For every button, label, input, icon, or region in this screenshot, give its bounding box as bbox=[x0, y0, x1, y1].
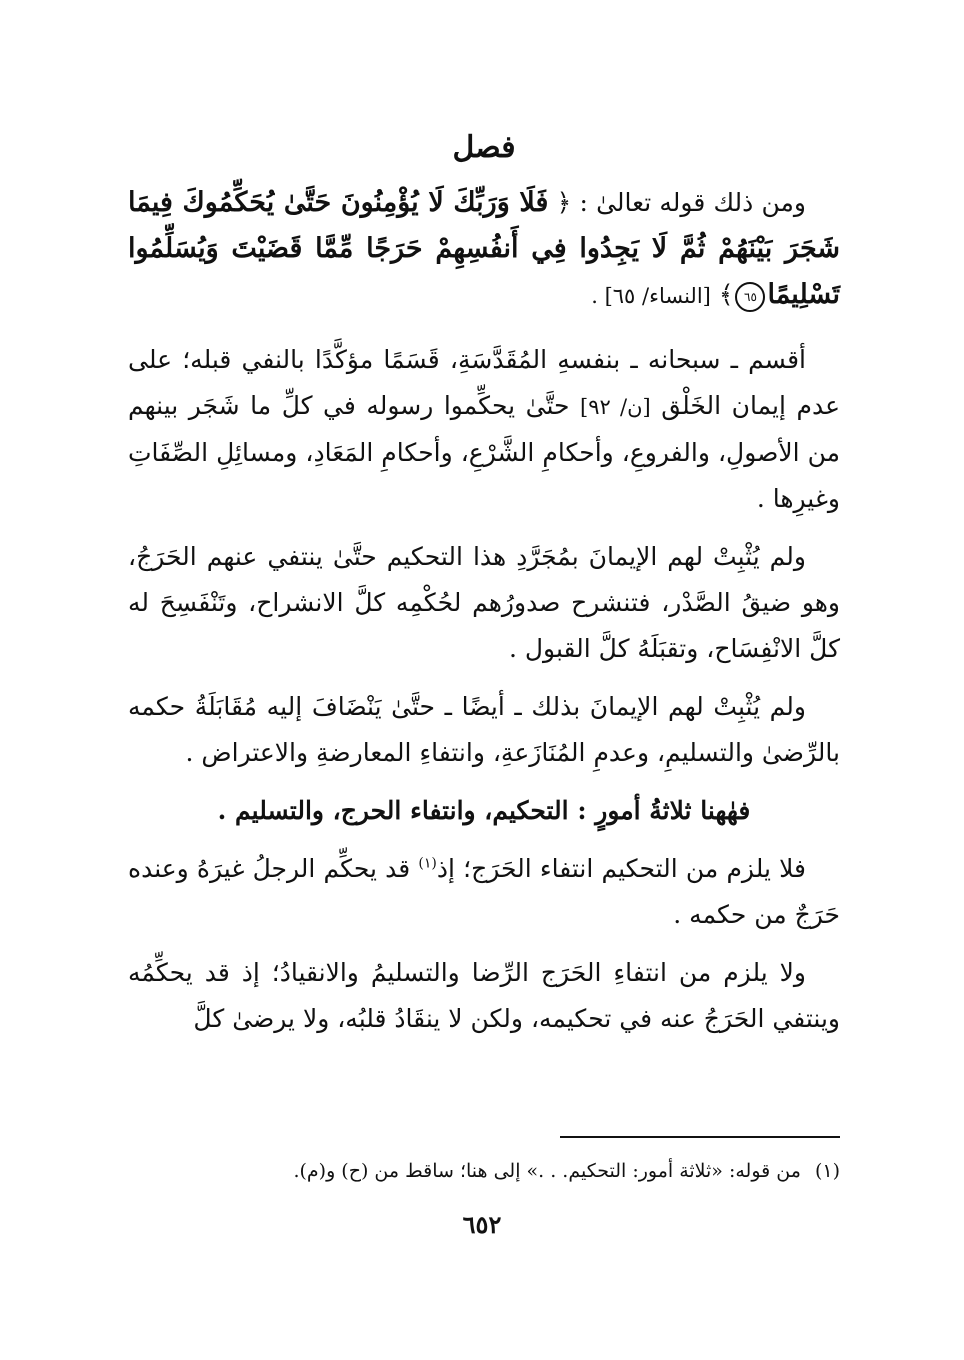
paragraph-taslim: ولم يُثْبِتْ لهم الإيمانَ بذلك ـ أيضًا ـ حتَّىٰ يَنْضَافَ إليه مُقَابَلَةُ حكمه بالرِّضىٰ والتسليمِ، وعدمِ المُنَازَعةِ، وانتفاءِ المعارضةِ والاعتراض . bbox=[128, 692, 840, 767]
quran-close-bracket: ﴾ bbox=[718, 280, 734, 309]
footnote-text: من قوله: «ثلاثة أمور: التحكيم. . .» إلى هنا؛ ساقط من (ح) و(م). bbox=[293, 1160, 801, 1182]
section-heading: فصل bbox=[452, 130, 516, 165]
page-number: ٦٥٢ bbox=[462, 1210, 502, 1239]
quran-intro: ومن ذلك قوله تعالىٰ : ﴿ bbox=[556, 188, 806, 217]
manuscript-reference: [ن/ ٩٢] bbox=[580, 395, 651, 419]
footnote bbox=[128, 1156, 840, 1186]
paragraph-quran-citation bbox=[128, 180, 840, 319]
paragraph-inqiyad: ولا يلزم من انتفاءِ الحَرَج الرِّضا والتسليمُ والانقيادُ؛ إذ قد يحكِّمُه وينتفي الحَرَجُ عنه في تحكيمه، ولكن لا ينقَادُ قلبُه، ولا يرضىٰ كلَّ bbox=[128, 958, 840, 1033]
quran-verse: فَلَا وَرَبِّكَ لَا يُؤْمِنُونَ حَتَّىٰ يُحَكِّمُوكَ فِيمَا شَجَرَ بَيْنَهُمْ ثُمَّ لَا يَجِدُوا فِي أَنفُسِهِمْ حَرَجًا مِّمَّا قَضَيْتَ وَيُسَلِّمُوا تَسْلِيمًا bbox=[128, 187, 840, 310]
paragraph-tahkim-text-a: فلا يلزم من التحكيم انتفاء الحَرَج؛ إذ bbox=[436, 854, 806, 883]
paragraph-tahkim-text-b: قد يحكِّم الرجلُ غيرَهُ وعنده حَرَجٌ من حكمه . bbox=[128, 854, 840, 929]
footnote-marker[interactable]: (١) bbox=[418, 855, 437, 872]
paragraph-oath bbox=[128, 337, 840, 522]
paragraph-haraj: ولم يُثْبِتْ لهم الإيمانَ بمُجَرَّدِ هذا التحكيم حتَّىٰ ينتفي عنهم الحَرَجُ، وهو ضيقُ الصَّدْر، فتنشرح صدورُهم لحُكْمِه كلَّ الانشراح، وتَنْفَسِحَ له كلَّ الانْفِسَاح، وتقبَلَهُ كلَّ القبول . bbox=[128, 542, 840, 663]
paragraph-tahkim-haraj bbox=[128, 846, 840, 938]
surah-reference: [النساء/ ٦٥] . bbox=[591, 284, 711, 308]
ayah-number-marker: ٦٥ bbox=[735, 282, 765, 312]
paragraph-oath-text-a: أقسم ـ سبحانه ـ بنفسهِ المُقَدَّسَةِ، قَسَمًا مؤكَّدًا بالنفي قبله؛ على عدم إيمان الخَلْق bbox=[128, 345, 841, 420]
page-body bbox=[128, 128, 841, 1182]
footnote-number: (١) bbox=[814, 1160, 840, 1182]
paragraph-oath-text-b: حتَّىٰ يحكِّموا رسوله في كلِّ ما شَجَر بينهم من الأصولِ، والفروعِ، وأحكامِ الشَّرْعِ، وأحكامِ المَعَادِ، ومسائِلِ الصِّفَاتِ وغيرِها . bbox=[128, 391, 840, 513]
footnote-divider bbox=[560, 1136, 840, 1138]
summary-three-matters: فهٰهنا ثلاثةُ أمورٍ : التحكيم، وانتفاء الحرج، والتسليم . bbox=[217, 796, 751, 825]
